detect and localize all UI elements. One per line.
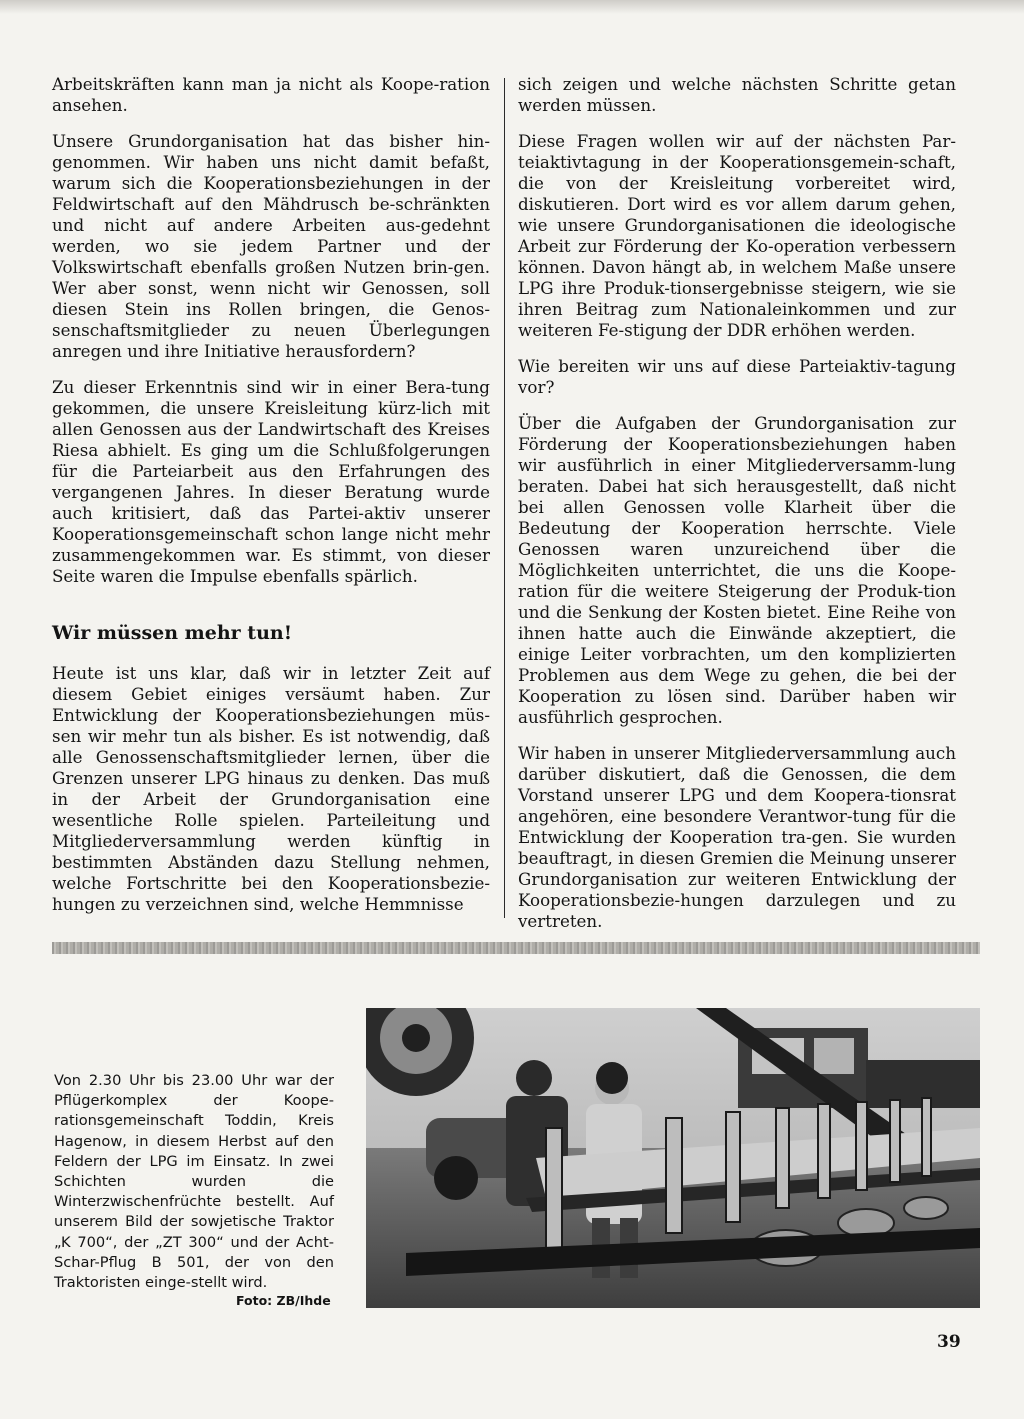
photo-illustration bbox=[366, 1008, 980, 1308]
right-paragraph-2: Diese Fragen wollen wir auf der nächsten Par-teiaktivtagung in der Kooperationsgemein-schaft, die von der Kreisleitung vorbereitet wird, diskutieren. Dort wird es vor allem darum gehen, wie unsere Grundorganisationen die ideologische Arbeit zur Förderung der Ko-operation verbessern können. Davon hängt ab, in welchem Maße unsere LPG ihre Produk-tionsergebnisse steigern, wie sie ihren Beitrag zum Nationaleinkommen und zur weiteren Fe-stigung der DDR erhöhen werden. bbox=[518, 131, 956, 340]
section-heading: Wir müssen mehr tun! bbox=[52, 622, 293, 644]
left-paragraph-2: Unsere Grundorganisation hat das bisher hin-genommen. Wir haben uns nicht damit befaßt, warum sich die Kooperationsbeziehungen in der Feldwirtschaft auf den Mähdrusch be-schränkten und nicht auf andere Arbeiten aus-gedehnt werden, wo sie jedem Partner und der Volkswirtschaft ebenfalls großen Nutzen brin-gen. Wer aber sonst, wenn nicht wir Genossen, soll diesen Stein ins Rollen bringen, die Genos-senschaftsmitglieder zu neuen Überlegungen anregen und ihre Initiative herausfordern? bbox=[52, 131, 490, 361]
page-number: 39 bbox=[937, 1332, 961, 1352]
left-paragraph-3: Zu dieser Erkenntnis sind wir in einer Bera-tung gekommen, die unsere Kreisleitung kürz-lich mit allen Genossen aus der Landwirtschaft des Kreises Riesa abhielt. Es ging um die Schlußfolgerungen für die Parteiarbeit aus den Erfahrungen des vergangenen Jahres. In dieser Beratung wurde auch kritisiert, daß das Partei-aktiv unserer Kooperationsgemeinschaft schon lange nicht mehr zusammengekommen war. Es stimmt, von dieser Seite waren die Impulse ebenfalls spärlich. bbox=[52, 377, 490, 586]
right-paragraph-1: sich zeigen und welche nächsten Schritte getan werden müssen. bbox=[518, 74, 956, 115]
right-paragraph-3: Wie bereiten wir uns auf diese Parteiaktiv-tagung vor? bbox=[518, 356, 956, 397]
page-top-shadow bbox=[0, 0, 1024, 14]
photo-caption bbox=[54, 1071, 334, 1293]
left-text-column bbox=[52, 74, 490, 930]
tractor-plough-photo bbox=[366, 1008, 980, 1308]
right-paragraph-4: Über die Aufgaben der Grundorganisation zur Förderung der Kooperationsbeziehungen haben wir ausführlich in einer Mitgliederversamm-lung beraten. Dabei hat sich herausgestellt, daß nicht bei allen Genossen volle Klarheit über die Bedeutung der Kooperation herrschte. Viele Genossen waren unzureichend über die Möglichkeiten unterrichtet, die uns die Koope-ration für die weitere Steigerung der Produk-tion und die Senkung der Kosten bietet. Eine Reihe von ihnen hatte auch die Einwände akzeptiert, die einige Leiter vorbrachten, um den komplizierten Problemen aus dem Wege zu gehen, die bei der Kooperation zu lösen sind. Darüber haben wir ausführlich gesprochen. bbox=[518, 413, 956, 727]
right-text-column bbox=[518, 74, 956, 947]
right-paragraph-5: Wir haben in unserer Mitgliederversammlung auch darüber diskutiert, daß die Genossen, die dem Vorstand unserer LPG und dem Koopera-tionsrat angehören, eine besondere Verantwor-tung für die Entwicklung der Kooperation tra-gen. Sie wurden beauftragt, in diesen Gremien die Meinung unserer Grundorganisation zur weiteren Entwicklung der Kooperationsbezie-hungen darzulegen und zu vertreten. bbox=[518, 743, 956, 931]
caption-text: Von 2.30 Uhr bis 23.00 Uhr war der Pflügerkomplex der Koope-rationsgemeinschaft Toddin, Kreis Hagenow, in diesem Herbst auf den Feldern der LPG im Einsatz. In zwei Schichten wurden die Winterzwischenfrüchte bestellt. Auf unserem Bild der sowjetische Traktor „K 700“, der „ZT 300“ und der Acht-Schar-Pflug B 501, der von den Traktoristen einge-stellt wird. bbox=[54, 1072, 334, 1292]
halftone-separator-band bbox=[52, 942, 980, 954]
photo-credit: Foto: ZB/Ihde bbox=[236, 1293, 331, 1308]
left-paragraph-4: Heute ist uns klar, daß wir in letzter Zeit auf diesem Gebiet einiges versäumt haben. Zur Entwicklung der Kooperationsbeziehungen müs-sen wir mehr tun als bisher. Es ist notwendig, daß alle Genossenschaftsmitglieder lernen, über die Grenzen unserer LPG hinaus zu denken. Das muß in der Arbeit der Grundorganisation eine wesentliche Rolle spielen. Parteileitung und Mitgliederversammlung werden künftig in bestimmten Abständen dazu Stellung nehmen, welche Fortschritte bei den Kooperationsbezie-hungen zu verzeichnen sind, welche Hemmnisse bbox=[52, 663, 490, 914]
left-paragraph-1: Arbeitskräften kann man ja nicht als Koope-ration ansehen. bbox=[52, 74, 490, 115]
column-divider bbox=[504, 78, 505, 918]
